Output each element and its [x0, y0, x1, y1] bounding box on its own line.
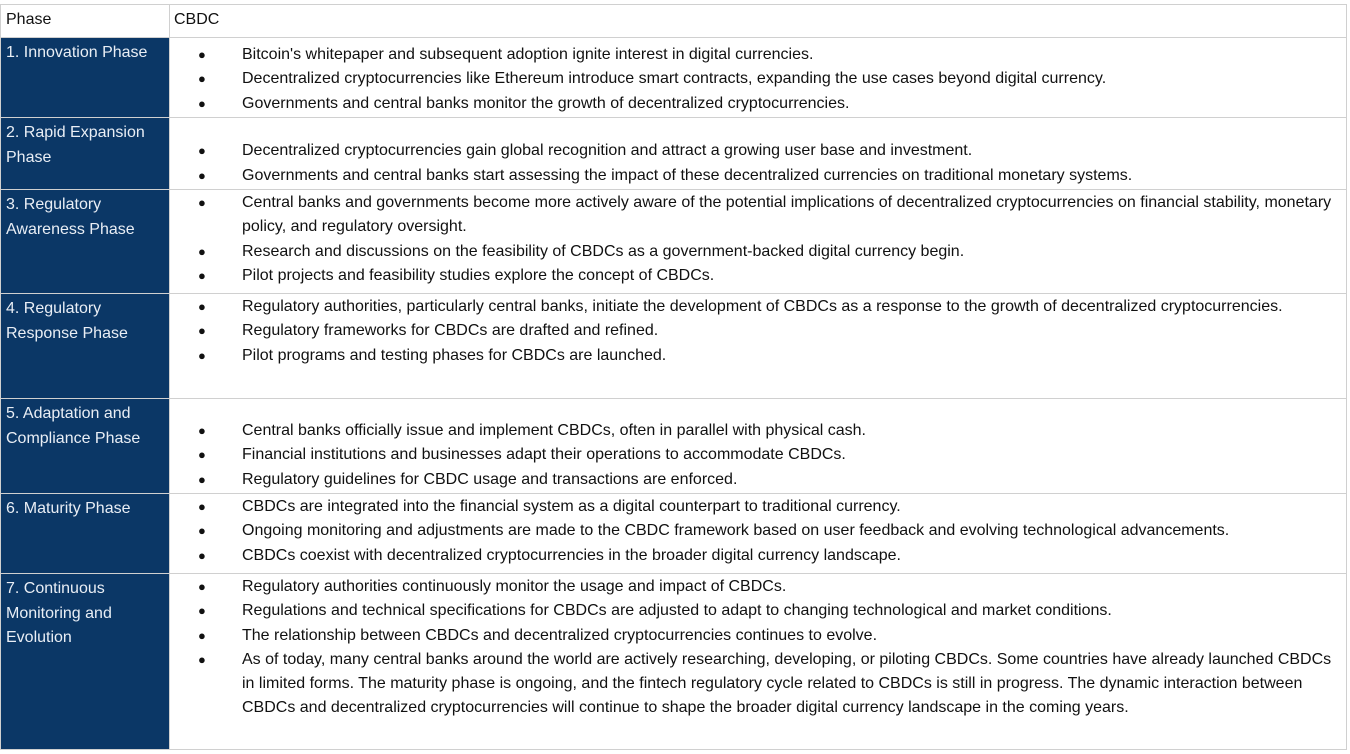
list-item: [170, 67, 1336, 91]
list-item-text: Pilot programs and testing phases for CBDCs are launched.: [242, 346, 667, 364]
cbdc-phase-table: [0, 4, 1347, 750]
list-item-text: Regulatory authorities continuously monitor the usage and impact of CBDCs.: [242, 578, 787, 595]
list-item-text: Governments and central banks monitor the growth of decentralized cryptocurrencies.: [242, 94, 850, 112]
bullet-icon: ●: [198, 323, 206, 339]
bullet-icon: ●: [198, 143, 206, 159]
list-item: [170, 648, 1336, 721]
list-item-text: Bitcoin's whitepaper and subsequent adoption ignite interest in digital currencies.: [242, 46, 814, 64]
bullet-icon: ●: [198, 547, 206, 563]
header-phase-cell[interactable]: Phase: [1, 5, 170, 37]
bullet-icon: ●: [198, 423, 206, 439]
phase-cell[interactable]: 1. Innovation Phase: [1, 38, 170, 117]
list-item: [170, 575, 1336, 599]
list-item: [170, 519, 1336, 543]
list-item: [170, 295, 1336, 319]
list-item: [170, 443, 1336, 467]
list-item: [170, 624, 1336, 648]
bullet-icon: ●: [198, 499, 206, 514]
list-item-text: Research and discussions on the feasibility of CBDCs as a government-backed digital currency begin.: [242, 242, 965, 260]
list-item: [170, 240, 1336, 264]
table-row: [1, 399, 1347, 494]
list-item-text: As of today, many central banks around the world are actively researching, developing, or piloting CBDCs. Some countries have already launched CBDCs in limited forms. The maturity phase is ongoing, and the fintech regulatory cycle related to CBDCs is still in progress. The dynamic interaction between CBDCs and decentralized cryptocurrencies will continue to shape the broader digital currency landscape in the coming years.: [242, 650, 1332, 717]
bullet-icon: ●: [198, 243, 206, 259]
bullet-icon: ●: [198, 47, 206, 63]
list-item-text: Financial institutions and businesses adapt their operations to accommodate CBDCs.: [242, 446, 846, 464]
list-item-text: Decentralized cryptocurrencies like Ethereum introduce smart contracts, expanding the use cases beyond digital currency.: [242, 70, 1107, 88]
list-item-text: Regulations and technical specifications for CBDCs are adjusted to adapt to changing technological and market conditions.: [242, 602, 1112, 620]
list-item: [170, 43, 1336, 67]
list-item: [170, 495, 1336, 519]
bullet-icon: ●: [198, 627, 206, 643]
list-item-text: The relationship between CBDCs and decentralized cryptocurrencies continues to evolve.: [242, 626, 878, 644]
bullet-list: [170, 495, 1336, 568]
list-item: [170, 191, 1336, 240]
list-item-text: Regulatory frameworks for CBDCs are drafted and refined.: [242, 322, 659, 340]
bullet-icon: ●: [198, 71, 206, 87]
list-item: [170, 92, 1336, 116]
bullet-icon: ●: [198, 523, 206, 539]
table-row: [1, 574, 1347, 750]
phase-description-cell[interactable]: [170, 574, 1347, 749]
list-item-text: Central banks and governments become more actively aware of the potential implications of decentralized cryptocurrencies on financial stability, monetary policy, and regulatory oversight.: [242, 194, 1332, 236]
list-item-text: Central banks officially issue and implement CBDCs, often in parallel with physical cash.: [242, 422, 866, 440]
list-item-text: Governments and central banks start assessing the impact of these decentralized currencies on traditional monetary systems.: [242, 166, 1133, 184]
phase-description-cell[interactable]: [170, 494, 1347, 573]
phase-cell[interactable]: 5. Adaptation and Compliance Phase: [1, 399, 170, 493]
table-row: [1, 190, 1347, 294]
bullet-list: [170, 575, 1336, 721]
table-row: [1, 294, 1347, 399]
phase-description-cell[interactable]: [170, 399, 1347, 493]
list-item: [170, 264, 1336, 288]
list-item-text: CBDCs are integrated into the financial system as a digital counterpart to traditional currency.: [242, 498, 901, 515]
bullet-icon: ●: [198, 347, 206, 363]
list-item: [170, 419, 1336, 443]
list-item-text: Pilot projects and feasibility studies explore the concept of CBDCs.: [242, 266, 715, 284]
header-row: [1, 5, 1347, 38]
bullet-icon: ●: [198, 195, 206, 210]
list-item: [170, 164, 1336, 188]
bullet-list: [170, 43, 1336, 116]
table-row: [1, 38, 1347, 118]
phase-description-cell[interactable]: [170, 118, 1347, 189]
bullet-icon: ●: [198, 447, 206, 463]
list-item-text: Decentralized cryptocurrencies gain global recognition and attract a growing user base and investment.: [242, 142, 973, 160]
phase-cell[interactable]: 3. Regulatory Awareness Phase: [1, 190, 170, 293]
bullet-icon: ●: [198, 167, 206, 183]
bullet-icon: ●: [198, 471, 206, 487]
bullet-list: [170, 139, 1336, 188]
bullet-icon: ●: [198, 95, 206, 111]
list-item-text: Regulatory guidelines for CBDC usage and transactions are enforced.: [242, 470, 738, 488]
bullet-icon: ●: [198, 299, 206, 314]
list-item: [170, 319, 1336, 343]
phase-description-cell[interactable]: [170, 190, 1347, 293]
list-item: [170, 599, 1336, 623]
phase-cell[interactable]: 4. Regulatory Response Phase: [1, 294, 170, 398]
list-item: [170, 344, 1336, 368]
list-item: [170, 544, 1336, 568]
bullet-icon: ●: [198, 267, 206, 283]
list-item-text: Ongoing monitoring and adjustments are made to the CBDC framework based on user feedback and evolving technological advancements.: [242, 522, 1230, 540]
header-cbdc-cell[interactable]: CBDC: [170, 5, 1347, 37]
phase-cell[interactable]: 7. Continuous Monitoring and Evolution: [1, 574, 170, 749]
phase-cell[interactable]: 2. Rapid Expansion Phase: [1, 118, 170, 189]
bullet-list: [170, 419, 1336, 492]
phase-cell[interactable]: 6. Maturity Phase: [1, 494, 170, 573]
phase-description-cell[interactable]: [170, 38, 1347, 117]
list-item: [170, 139, 1336, 163]
bullet-icon: ●: [198, 603, 206, 619]
bullet-list: [170, 295, 1336, 368]
table-row: [1, 118, 1347, 190]
list-item: [170, 468, 1336, 492]
bullet-icon: ●: [198, 579, 206, 594]
bullet-icon: ●: [198, 651, 206, 667]
list-item-text: Regulatory authorities, particularly central banks, initiate the development of CBDCs as a response to the growth of decentralized cryptocurrencies.: [242, 298, 1283, 315]
list-item-text: CBDCs coexist with decentralized cryptocurrencies in the broader digital currency landscape.: [242, 546, 901, 564]
table-row: [1, 494, 1347, 574]
bullet-list: [170, 191, 1336, 288]
phase-description-cell[interactable]: [170, 294, 1347, 398]
